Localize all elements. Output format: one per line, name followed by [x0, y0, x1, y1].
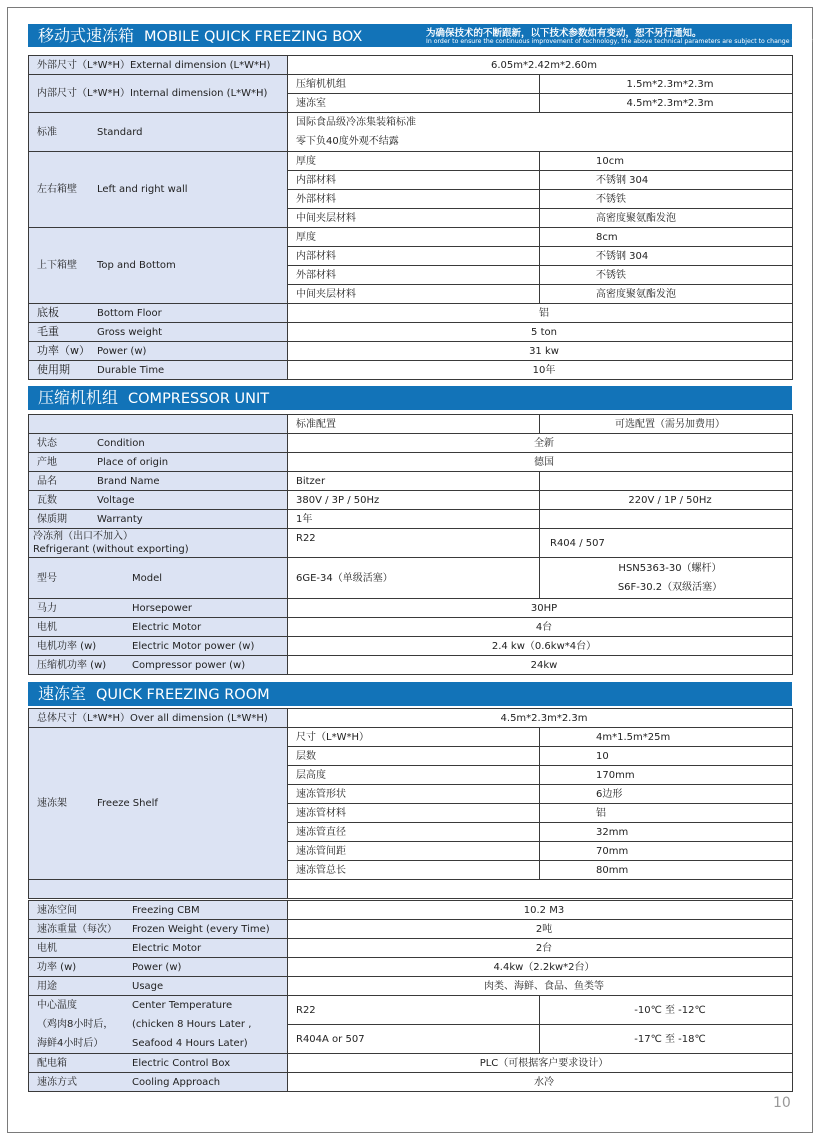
table-row — [29, 472, 793, 491]
side-wall-row-name: 内部材料 — [288, 171, 540, 190]
table-row — [29, 228, 793, 247]
table-row — [29, 637, 793, 656]
table-row — [29, 323, 793, 342]
tb-wall-row-name: 厚度 — [288, 228, 540, 247]
spec-label: 配电箱 Electric Control Box — [29, 1054, 288, 1073]
section-banner-freezing-room — [28, 682, 792, 706]
spec-value: 2.4 kw（0.6kw*4台） — [288, 637, 793, 656]
table-row — [29, 939, 793, 958]
spec-value: 24kw — [288, 656, 793, 675]
spec-label: 速冻重量（每次） Frozen Weight (every Time) — [29, 920, 288, 939]
side-wall-row-value: 不锈钢 304 — [540, 171, 793, 190]
spec-label: 电机 Electric Motor — [29, 618, 288, 637]
table-row — [29, 1054, 793, 1073]
column-optional: 可选配置（需另加费用） — [540, 415, 793, 434]
optional-value — [540, 510, 793, 529]
table-row — [29, 361, 793, 380]
shelf-row-name: 速冻管总长 — [288, 861, 540, 880]
table-row — [29, 453, 793, 472]
spec-value: 5 ton — [288, 323, 793, 342]
table-row — [29, 113, 793, 152]
center-temperature-label: 中心温度 （鸡肉8小时后， 海鲜4小时后） Center Temperature (chicken 8 Hours Later , Seafood 4 Hours Later) — [29, 996, 288, 1054]
standard-value: 1年 — [288, 510, 540, 529]
shelf-row-name: 层高度 — [288, 766, 540, 785]
tb-wall-row-name: 内部材料 — [288, 247, 540, 266]
side-wall-row-value: 不锈铁 — [540, 190, 793, 209]
shelf-row-value: 10 — [540, 747, 793, 766]
spec-value: 30HP — [288, 599, 793, 618]
shelf-row-value: 70mm — [540, 842, 793, 861]
internal-row-name: 压缩机机组 — [288, 75, 540, 94]
internal-row-value: 1.5m*2.3m*2.3m — [540, 75, 793, 94]
spec-label: 速冻方式 Cooling Approach — [29, 1073, 288, 1092]
external-dimension-value: 6.05m*2.42m*2.60m — [288, 56, 793, 75]
refrigerant-optional: R404 / 507 — [540, 529, 793, 558]
table-row — [29, 75, 793, 94]
optional-value: 220V / 1P / 50Hz — [540, 491, 793, 510]
shelf-row-value: 80mm — [540, 861, 793, 880]
standard-value: 380V / 3P / 50Hz — [288, 491, 540, 510]
internal-row-name: 速冻室 — [288, 94, 540, 113]
standard-value: 国际食品级冷冻集装箱标准 零下负40度外观不结露 — [288, 113, 793, 152]
shelf-row-name: 速冻管材料 — [288, 804, 540, 823]
tb-wall-row-value: 高密度聚氨酯发泡 — [540, 285, 793, 304]
section-title-cn: 压缩机机组 — [38, 388, 119, 407]
spec-label: 底板 Bottom Floor — [29, 304, 288, 323]
table-row — [29, 304, 793, 323]
model-standard: 6GE-34（单级活塞） — [288, 558, 540, 599]
side-wall-row-value: 高密度聚氨酯发泡 — [540, 209, 793, 228]
side-wall-row-name: 厚度 — [288, 152, 540, 171]
table-row — [29, 152, 793, 171]
blank-value — [288, 880, 793, 899]
table-row — [29, 510, 793, 529]
blank-label — [29, 880, 288, 899]
shelf-row-name: 层数 — [288, 747, 540, 766]
center-refrigerant: R404A or 507 — [288, 1025, 540, 1054]
side-wall-label: 左右箱壁 Left and right wall — [29, 152, 288, 228]
spec-value: 10.2 M3 — [288, 901, 793, 920]
table-row — [29, 656, 793, 675]
standard-label: 标准 Standard — [29, 113, 288, 152]
spec-value: PLC（可根据客户要求设计） — [288, 1054, 793, 1073]
spec-value: 德国 — [288, 453, 793, 472]
shelf-row-value: 32mm — [540, 823, 793, 842]
header-blank — [29, 415, 288, 434]
spec-label: 瓦数 Voltage — [29, 491, 288, 510]
column-standard: 标准配置 — [288, 415, 540, 434]
spec-label: 马力 Horsepower — [29, 599, 288, 618]
section-banner-mobile-box — [28, 24, 838, 47]
table-row — [29, 901, 793, 920]
compressor-spec-table — [28, 414, 793, 675]
mobile-box-spec-table — [28, 55, 793, 380]
section-title-cn: 移动式速冻箱 — [38, 26, 135, 45]
spec-value: 31 kw — [288, 342, 793, 361]
section-title-cn: 速冻室 — [38, 684, 87, 703]
notice-en: In order to ensure the continuous improvement of technology, the above technical parameters are subject to change without notice. — [426, 38, 838, 45]
side-wall-row-name: 外部材料 — [288, 190, 540, 209]
spec-value: 2吨 — [288, 920, 793, 939]
refrigerant-label: 冷冻剂（出口不加入） Refrigerant (without exporting) — [29, 529, 288, 558]
table-row — [29, 996, 793, 1025]
shelf-row-name: 尺寸（L*W*H） — [288, 728, 540, 747]
table-row — [29, 558, 793, 599]
spec-value: 铝 — [288, 304, 793, 323]
section-banner-compressor — [28, 386, 792, 410]
shelf-row-name: 速冻管直径 — [288, 823, 540, 842]
spec-value: 4.4kw（2.2kw*2台） — [288, 958, 793, 977]
table-row — [29, 977, 793, 996]
shelf-row-value: 铝 — [540, 804, 793, 823]
center-refrigerant: R22 — [288, 996, 540, 1025]
notice-cn: 为确保技术的不断跟新，以下技术参数如有变动，恕不另行通知。 — [426, 28, 702, 39]
freezing-room-spec-table — [28, 708, 793, 899]
table-row — [29, 599, 793, 618]
spec-value: 4台 — [288, 618, 793, 637]
model-optional: HSN5363-30（螺杆） S6F-30.2（双级活塞） — [540, 558, 793, 599]
spec-label: 压缩机功率 (w) Compressor power (w) — [29, 656, 288, 675]
spec-label: 用途 Usage — [29, 977, 288, 996]
center-temp-value: -10℃ 至 -12℃ — [540, 996, 793, 1025]
spec-label: 产地 Place of origin — [29, 453, 288, 472]
table-row — [29, 618, 793, 637]
side-wall-row-name: 中间夹层材料 — [288, 209, 540, 228]
side-wall-row-value: 10cm — [540, 152, 793, 171]
center-temp-value: -17℃ 至 -18℃ — [540, 1025, 793, 1054]
spec-label: 状态 Condition — [29, 434, 288, 453]
spec-label: 速冻空间 Freezing CBM — [29, 901, 288, 920]
tb-wall-row-value: 不锈铁 — [540, 266, 793, 285]
section-title-en: MOBILE QUICK FREEZING BOX — [144, 29, 363, 45]
spec-value: 10年 — [288, 361, 793, 380]
freezing-room-detail-table — [28, 900, 793, 1092]
standard-value: Bitzer — [288, 472, 540, 491]
table-row — [29, 920, 793, 939]
tb-wall-row-value: 8cm — [540, 228, 793, 247]
spec-label: 毛重 Gross weight — [29, 323, 288, 342]
optional-value — [540, 472, 793, 491]
spec-label: 电机 Electric Motor — [29, 939, 288, 958]
internal-row-value: 4.5m*2.3m*2.3m — [540, 94, 793, 113]
shelf-row-name: 速冻管间距 — [288, 842, 540, 861]
shelf-row-name: 速冻管形状 — [288, 785, 540, 804]
internal-dimension-label: 内部尺寸（L*W*H）Internal dimension (L*W*H) — [29, 75, 288, 113]
overall-dimension-label: 总体尺寸（L*W*H）Over all dimension (L*W*H) — [29, 709, 288, 728]
spec-label: 功率 (w) Power (w) — [29, 958, 288, 977]
tb-wall-row-name: 中间夹层材料 — [288, 285, 540, 304]
table-row — [29, 342, 793, 361]
tb-wall-row-name: 外部材料 — [288, 266, 540, 285]
spec-value: 全新 — [288, 434, 793, 453]
table-row — [29, 529, 793, 558]
table-row — [29, 491, 793, 510]
tb-wall-row-value: 不锈钢 304 — [540, 247, 793, 266]
table-row — [29, 728, 793, 747]
table-row — [29, 958, 793, 977]
refrigerant-standard: R22 — [288, 529, 540, 558]
table-row — [29, 880, 793, 899]
top-bottom-wall-label: 上下箱壁 Top and Bottom — [29, 228, 288, 304]
spec-value: 2台 — [288, 939, 793, 958]
model-label: 型号 Model — [29, 558, 288, 599]
spec-label: 品名 Brand Name — [29, 472, 288, 491]
spec-label: 功率（w） Power (w) — [29, 342, 288, 361]
section-title-en: COMPRESSOR UNIT — [128, 391, 270, 407]
page-number: 10 — [773, 1095, 791, 1111]
external-dimension-label: 外部尺寸（L*W*H）External dimension (L*W*H) — [29, 56, 288, 75]
shelf-row-value: 170mm — [540, 766, 793, 785]
table-row — [29, 434, 793, 453]
spec-label: 保质期 Warranty — [29, 510, 288, 529]
spec-value: 肉类、海鲜、食品、鱼类等 — [288, 977, 793, 996]
spec-value: 水冷 — [288, 1073, 793, 1092]
table-row — [29, 709, 793, 728]
table-row — [29, 415, 793, 434]
shelf-row-value: 4m*1.5m*25m — [540, 728, 793, 747]
shelf-row-value: 6边形 — [540, 785, 793, 804]
table-row — [29, 56, 793, 75]
overall-dimension-value: 4.5m*2.3m*2.3m — [288, 709, 793, 728]
freeze-shelf-label: 速冻架 Freeze Shelf — [29, 728, 288, 880]
section-title-en: QUICK FREEZING ROOM — [96, 687, 270, 703]
table-row — [29, 1073, 793, 1092]
spec-label: 电机功率 (w) Electric Motor power (w) — [29, 637, 288, 656]
spec-label: 使用期 Durable Time — [29, 361, 288, 380]
